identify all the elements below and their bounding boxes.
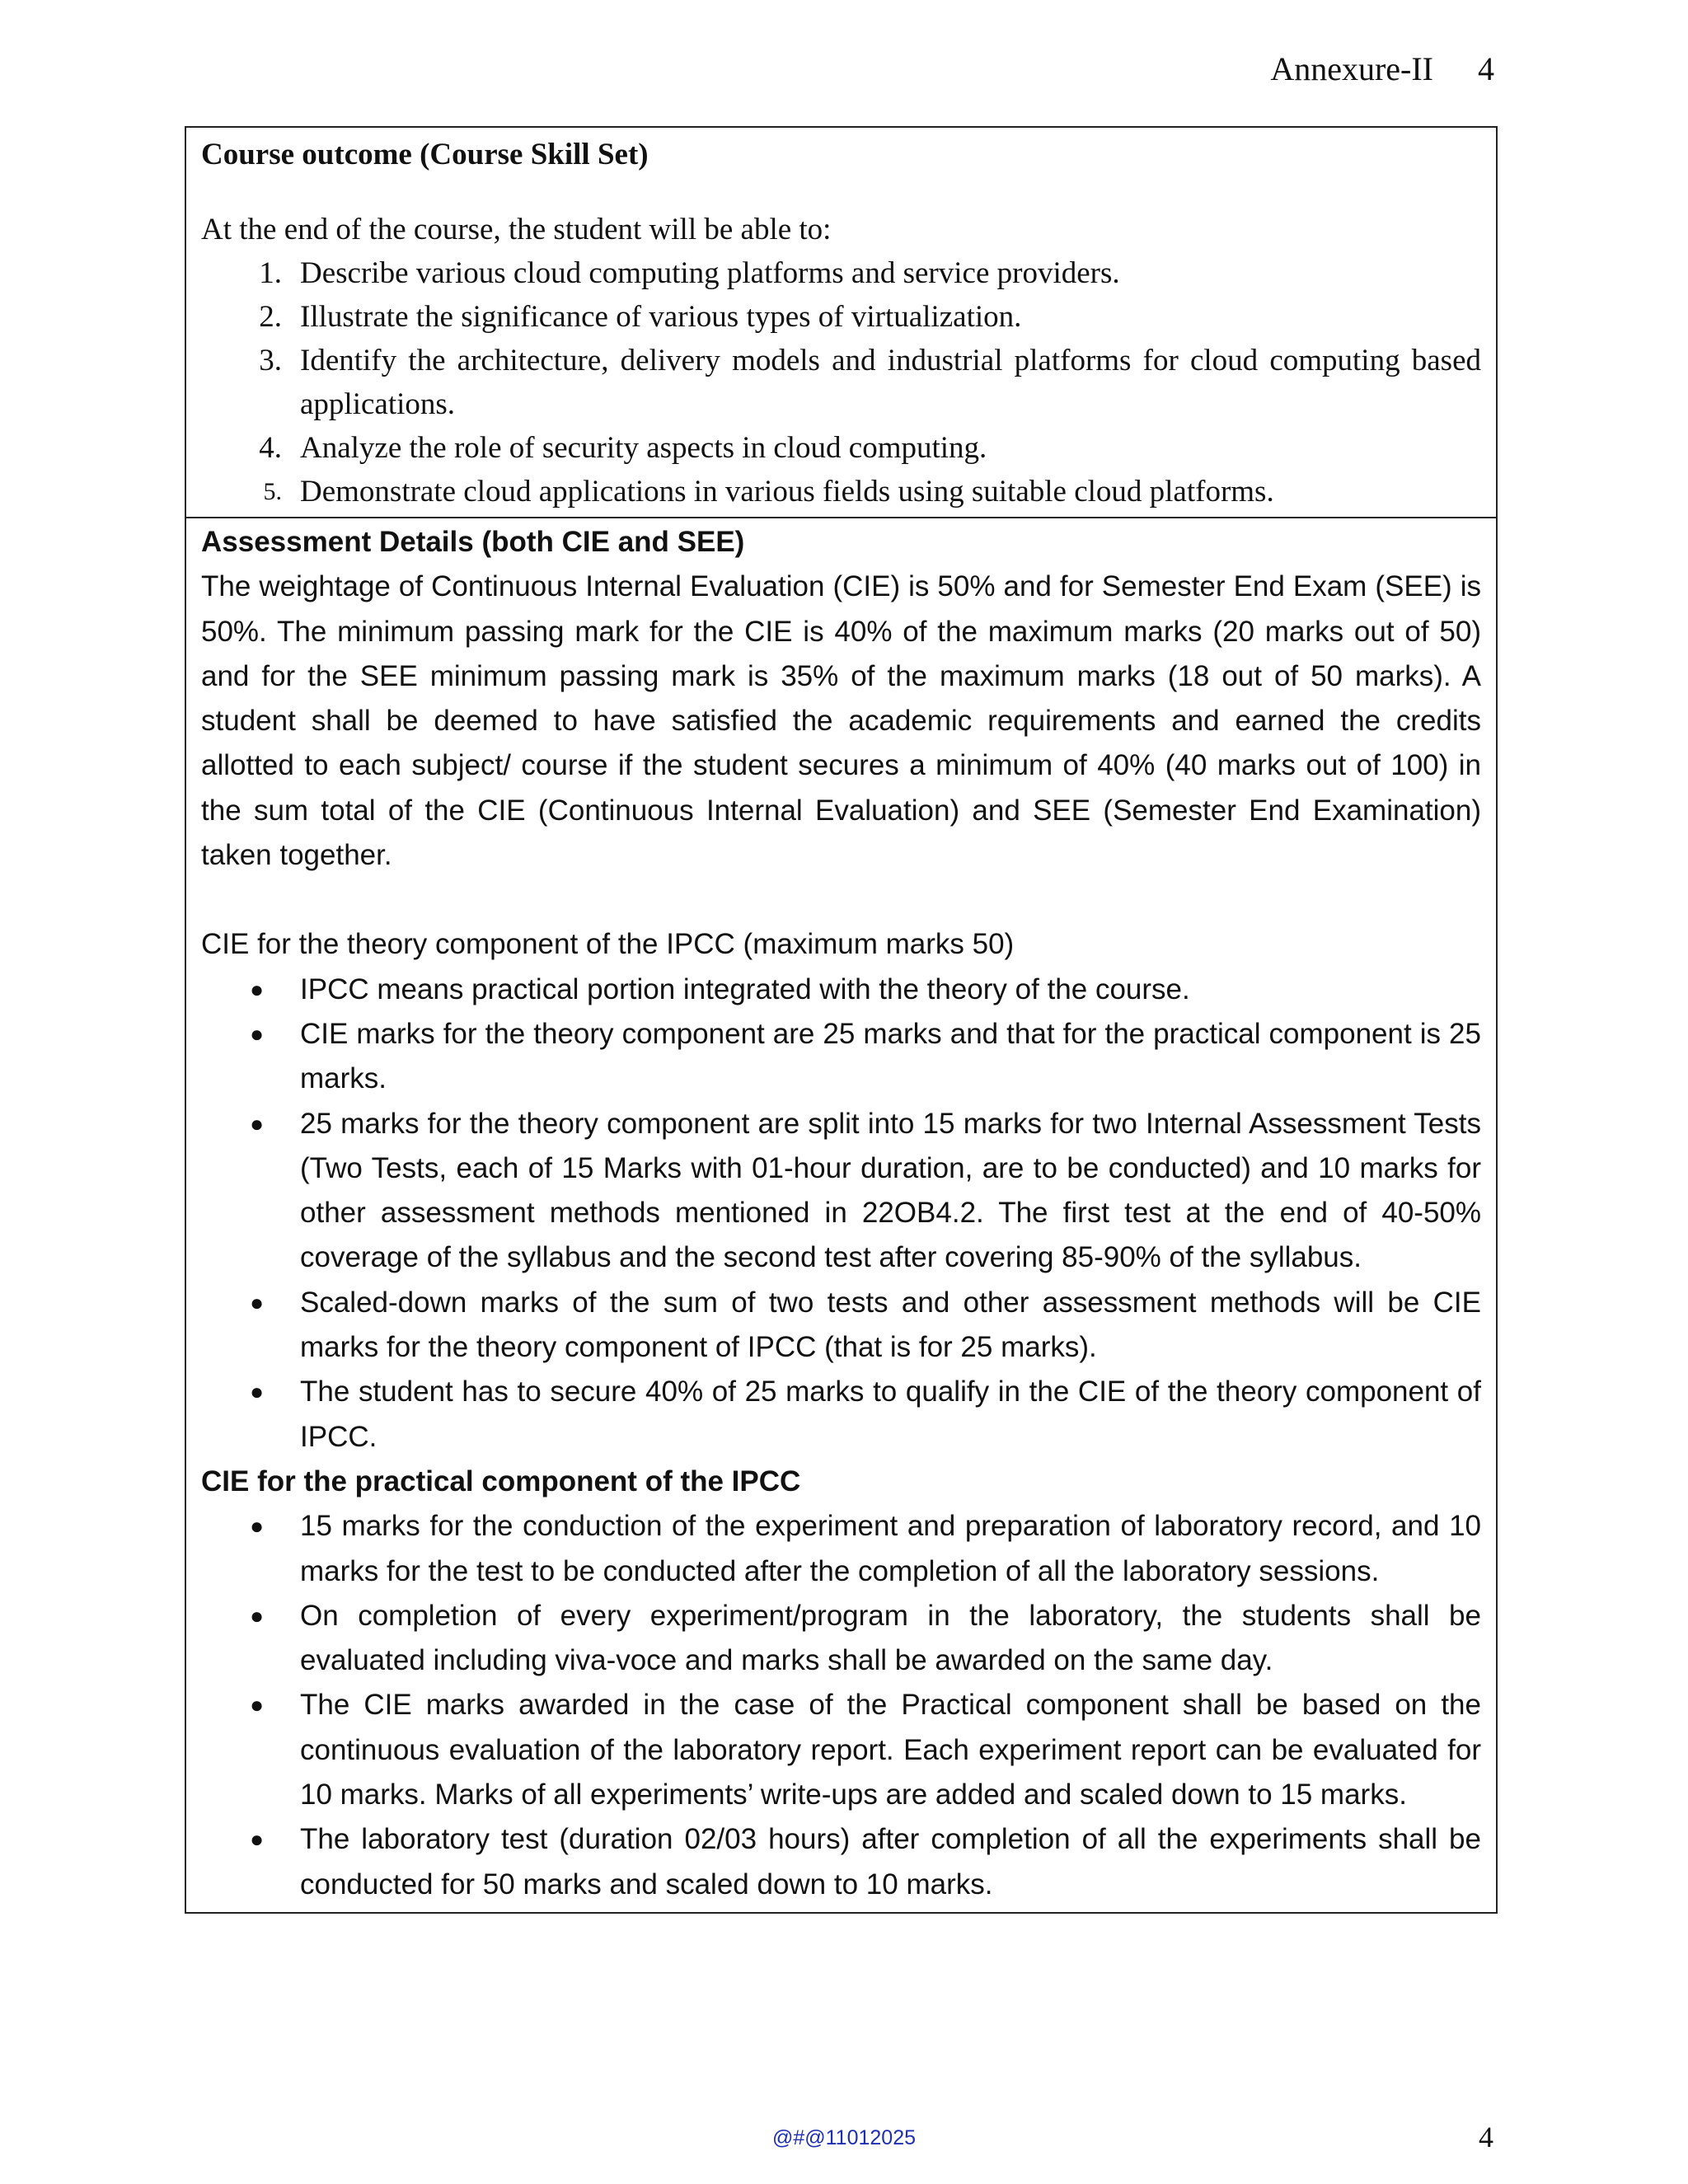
item-text: Identify the architecture, delivery models and industrial platforms for cloud computing based applications.	[300, 344, 1481, 421]
bullet-icon: ●	[250, 1602, 264, 1629]
list-item	[201, 251, 1481, 295]
assessment-heading: Assessment Details (both CIE and SEE)	[201, 526, 745, 558]
list-item	[201, 1102, 1481, 1281]
list-item	[201, 1683, 1481, 1817]
assessment-paragraph: The weightage of Continuous Internal Evaluation (CIE) is 50% and for Semester End Exam (SEE) is 50%. The minimum passing mark for the CIE is 40% of the maximum marks (20 marks out of 50) and for the SEE minimum passing mark is 35% of the maximum marks (18 out of 50 marks). A student shall be deemed to have satisfied the academic requirements and earned the credits allotted to each subject/ course if the student secures a minimum of 40% (40 marks out of 100) in the sum total of the CIE (Continuous Internal Evaluation) and SEE (Semester End Examination) taken together.	[201, 570, 1481, 872]
practical-heading: CIE for the practical component of the IPCC	[201, 1465, 801, 1497]
item-number: 5.	[263, 478, 282, 505]
assessment-cell	[186, 518, 1496, 1912]
item-text: The laboratory test (duration 02/03 hours) after completion of all the experiments shall be conducted for 50 marks and scaled down to 10 marks.	[300, 1823, 1481, 1900]
content-table	[185, 126, 1498, 1914]
spacer	[201, 878, 1481, 922]
item-number: 3.	[259, 344, 282, 377]
bullet-icon: ●	[250, 1020, 264, 1047]
theory-list	[201, 968, 1481, 1460]
list-item	[201, 1281, 1481, 1371]
annexure-label: Annexure-II	[1270, 50, 1433, 87]
item-text: Illustrate the significance of various types of virtualization.	[300, 300, 1022, 334]
bullet-icon: ●	[250, 1289, 264, 1315]
item-text: The CIE marks awarded in the case of the Practical component shall be based on the continuous evaluation of the laboratory report. Each experiment report can be evaluated for 10 marks. Marks of all experiments’ write-ups are added and scaled down to 15 marks.	[300, 1689, 1481, 1811]
list-item	[201, 1012, 1481, 1102]
page-header	[1270, 49, 1494, 88]
item-text: CIE marks for the theory component are 25 marks and that for the practical component is 25 marks.	[300, 1017, 1481, 1095]
footer-code: @#@11012025	[771, 2126, 917, 2149]
list-item	[201, 1504, 1481, 1594]
item-number: 2.	[259, 300, 282, 334]
bullet-icon: ●	[250, 1379, 264, 1405]
item-text: IPCC means practical portion integrated with the theory of the course.	[300, 972, 1190, 1005]
item-text: Analyze the role of security aspects in cloud computing.	[300, 431, 987, 465]
item-text: Scaled-down marks of the sum of two tests and other assessment methods will be CIE marks for the theory component of IPCC (that is for 25 marks).	[300, 1286, 1481, 1364]
item-text: 15 marks for the conduction of the experiment and preparation of laboratory record, and 10 marks for the test to be conducted after the completion of all the laboratory sessions.	[300, 1510, 1481, 1587]
list-item	[201, 968, 1481, 1012]
item-text: The student has to secure 40% of 25 marks to qualify in the CIE of the theory component of IPCC.	[300, 1376, 1481, 1453]
list-item	[201, 1370, 1481, 1460]
course-outcome-intro: At the end of the course, the student will be able to:	[201, 213, 832, 246]
list-item	[201, 1594, 1481, 1684]
bullet-icon: ●	[250, 976, 264, 1002]
bullet-icon: ●	[250, 1110, 264, 1137]
footer-page-number: 4	[1479, 2121, 1493, 2154]
list-item	[201, 339, 1481, 426]
item-number: 1.	[259, 256, 282, 290]
theory-heading: CIE for the theory component of the IPCC (maximum marks 50)	[201, 928, 1015, 961]
item-text: Describe various cloud computing platforms and service providers.	[300, 256, 1120, 290]
item-text: On completion of every experiment/program in the laboratory, the students shall be evaluated including viva-voce and marks shall be awarded on the same day.	[300, 1599, 1481, 1677]
item-number: 4.	[259, 431, 282, 465]
course-outcome-heading: Course outcome (Course Skill Set)	[201, 138, 649, 171]
course-outcome-cell	[186, 128, 1496, 518]
item-text: Demonstrate cloud applications in various fields using suitable cloud platforms.	[300, 475, 1274, 509]
list-item	[201, 295, 1481, 339]
practical-list	[201, 1504, 1481, 1907]
bullet-icon: ●	[250, 1826, 264, 1853]
bullet-icon: ●	[250, 1692, 264, 1718]
list-item	[201, 1817, 1481, 1907]
list-item	[201, 426, 1481, 470]
list-item	[201, 470, 1481, 513]
header-page-number: 4	[1478, 50, 1494, 87]
bullet-icon: ●	[250, 1513, 264, 1540]
item-text: 25 marks for the theory component are split into 15 marks for two Internal Assessment Tests (Two Tests, each of 15 Marks with 01-hour duration, are to be conducted) and 10 marks for other assessment methods mentioned in 22OB4.2. The first test at the end of 40-50% coverage of the syllabus and the second test after covering 85-90% of the syllabus.	[300, 1107, 1481, 1274]
course-outcome-list	[201, 251, 1481, 513]
